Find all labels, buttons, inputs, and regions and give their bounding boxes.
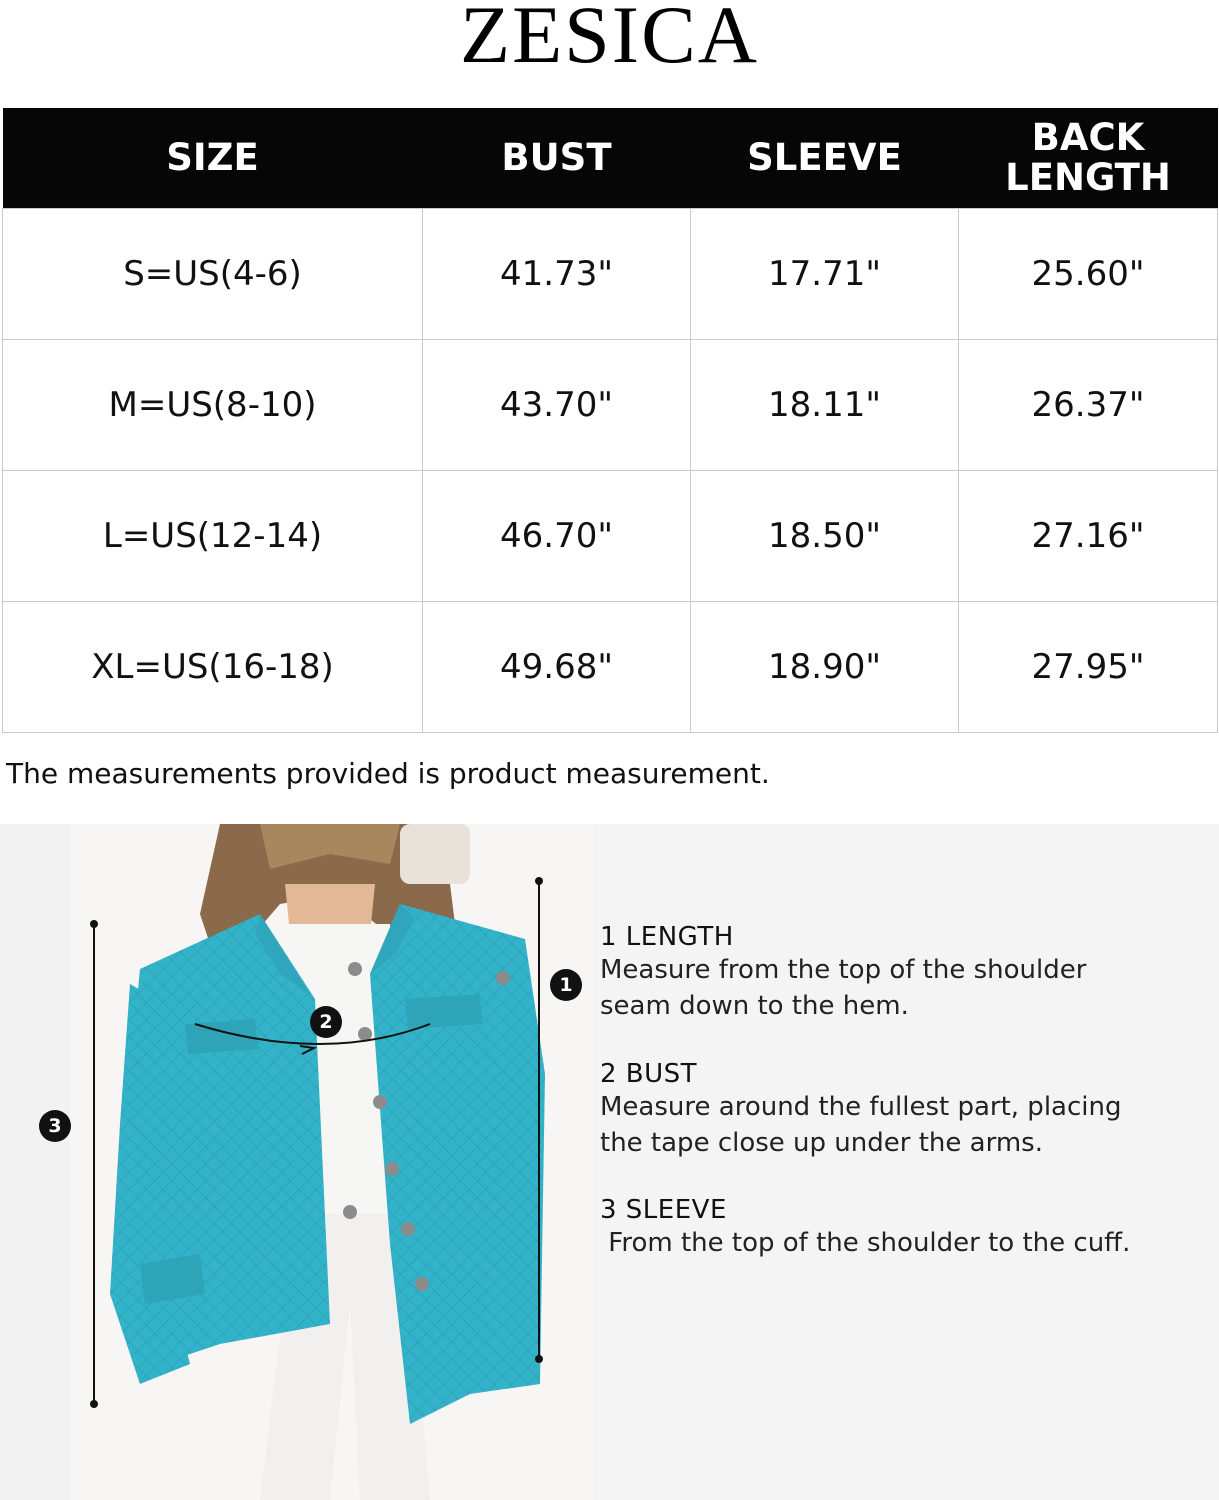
brand-logo: ZESICA	[460, 0, 759, 80]
model-photo-panel	[0, 824, 593, 1500]
instruction-length-line2: seam down to the hem.	[600, 991, 909, 1021]
cell-size: M=US(8-10)	[3, 339, 423, 470]
header-back-length	[959, 108, 1218, 208]
table-header-row	[3, 108, 1218, 208]
instruction-bust-line2: the tape close up under the arms.	[600, 1128, 1043, 1158]
measurement-note: The measurements provided is product measurement.	[6, 757, 770, 790]
instruction-bust-line1: Measure around the fullest part, placing	[600, 1092, 1122, 1122]
instruction-bust-title: 2 BUST	[600, 1059, 698, 1089]
cell-back-length: 27.95"	[959, 601, 1218, 732]
table-row	[3, 208, 1218, 339]
instruction-sleeve	[600, 1195, 1130, 1261]
instruction-length-title: 1 LENGTH	[600, 922, 734, 952]
cell-back-length: 26.37"	[959, 339, 1218, 470]
header-sleeve: SLEEVE	[691, 108, 959, 208]
instruction-length-line1: Measure from the top of the shoulder	[600, 955, 1087, 985]
cell-bust: 46.70"	[423, 470, 691, 601]
instruction-sleeve-title: 3 SLEEVE	[600, 1195, 727, 1225]
instruction-bust	[600, 1059, 1121, 1161]
table-row	[3, 339, 1218, 470]
instruction-sleeve-line1: From the top of the shoulder to the cuff.	[600, 1228, 1131, 1258]
cell-size: XL=US(16-18)	[3, 601, 423, 732]
table-row	[3, 470, 1218, 601]
measurement-lines	[0, 824, 593, 1500]
cell-sleeve: 17.71"	[691, 208, 959, 339]
header-size: SIZE	[3, 108, 423, 208]
cell-size: L=US(12-14)	[3, 470, 423, 601]
cell-sleeve: 18.50"	[691, 470, 959, 601]
marker-bust: 2	[310, 1006, 342, 1038]
table-row	[3, 601, 1218, 732]
cell-bust: 49.68"	[423, 601, 691, 732]
cell-sleeve: 18.11"	[691, 339, 959, 470]
cell-bust: 43.70"	[423, 339, 691, 470]
marker-length: 1	[550, 969, 582, 1001]
size-chart-table	[2, 108, 1218, 733]
cell-sleeve: 18.90"	[691, 601, 959, 732]
header-back-length-line2: LENGTH	[1005, 155, 1171, 199]
marker-sleeve: 3	[39, 1110, 71, 1142]
cell-size: S=US(4-6)	[3, 208, 423, 339]
cell-back-length: 25.60"	[959, 208, 1218, 339]
header-back-length-line1: BACK	[1031, 115, 1145, 159]
cell-back-length: 27.16"	[959, 470, 1218, 601]
instruction-length	[600, 922, 1086, 1024]
header-bust: BUST	[423, 108, 691, 208]
cell-bust: 41.73"	[423, 208, 691, 339]
